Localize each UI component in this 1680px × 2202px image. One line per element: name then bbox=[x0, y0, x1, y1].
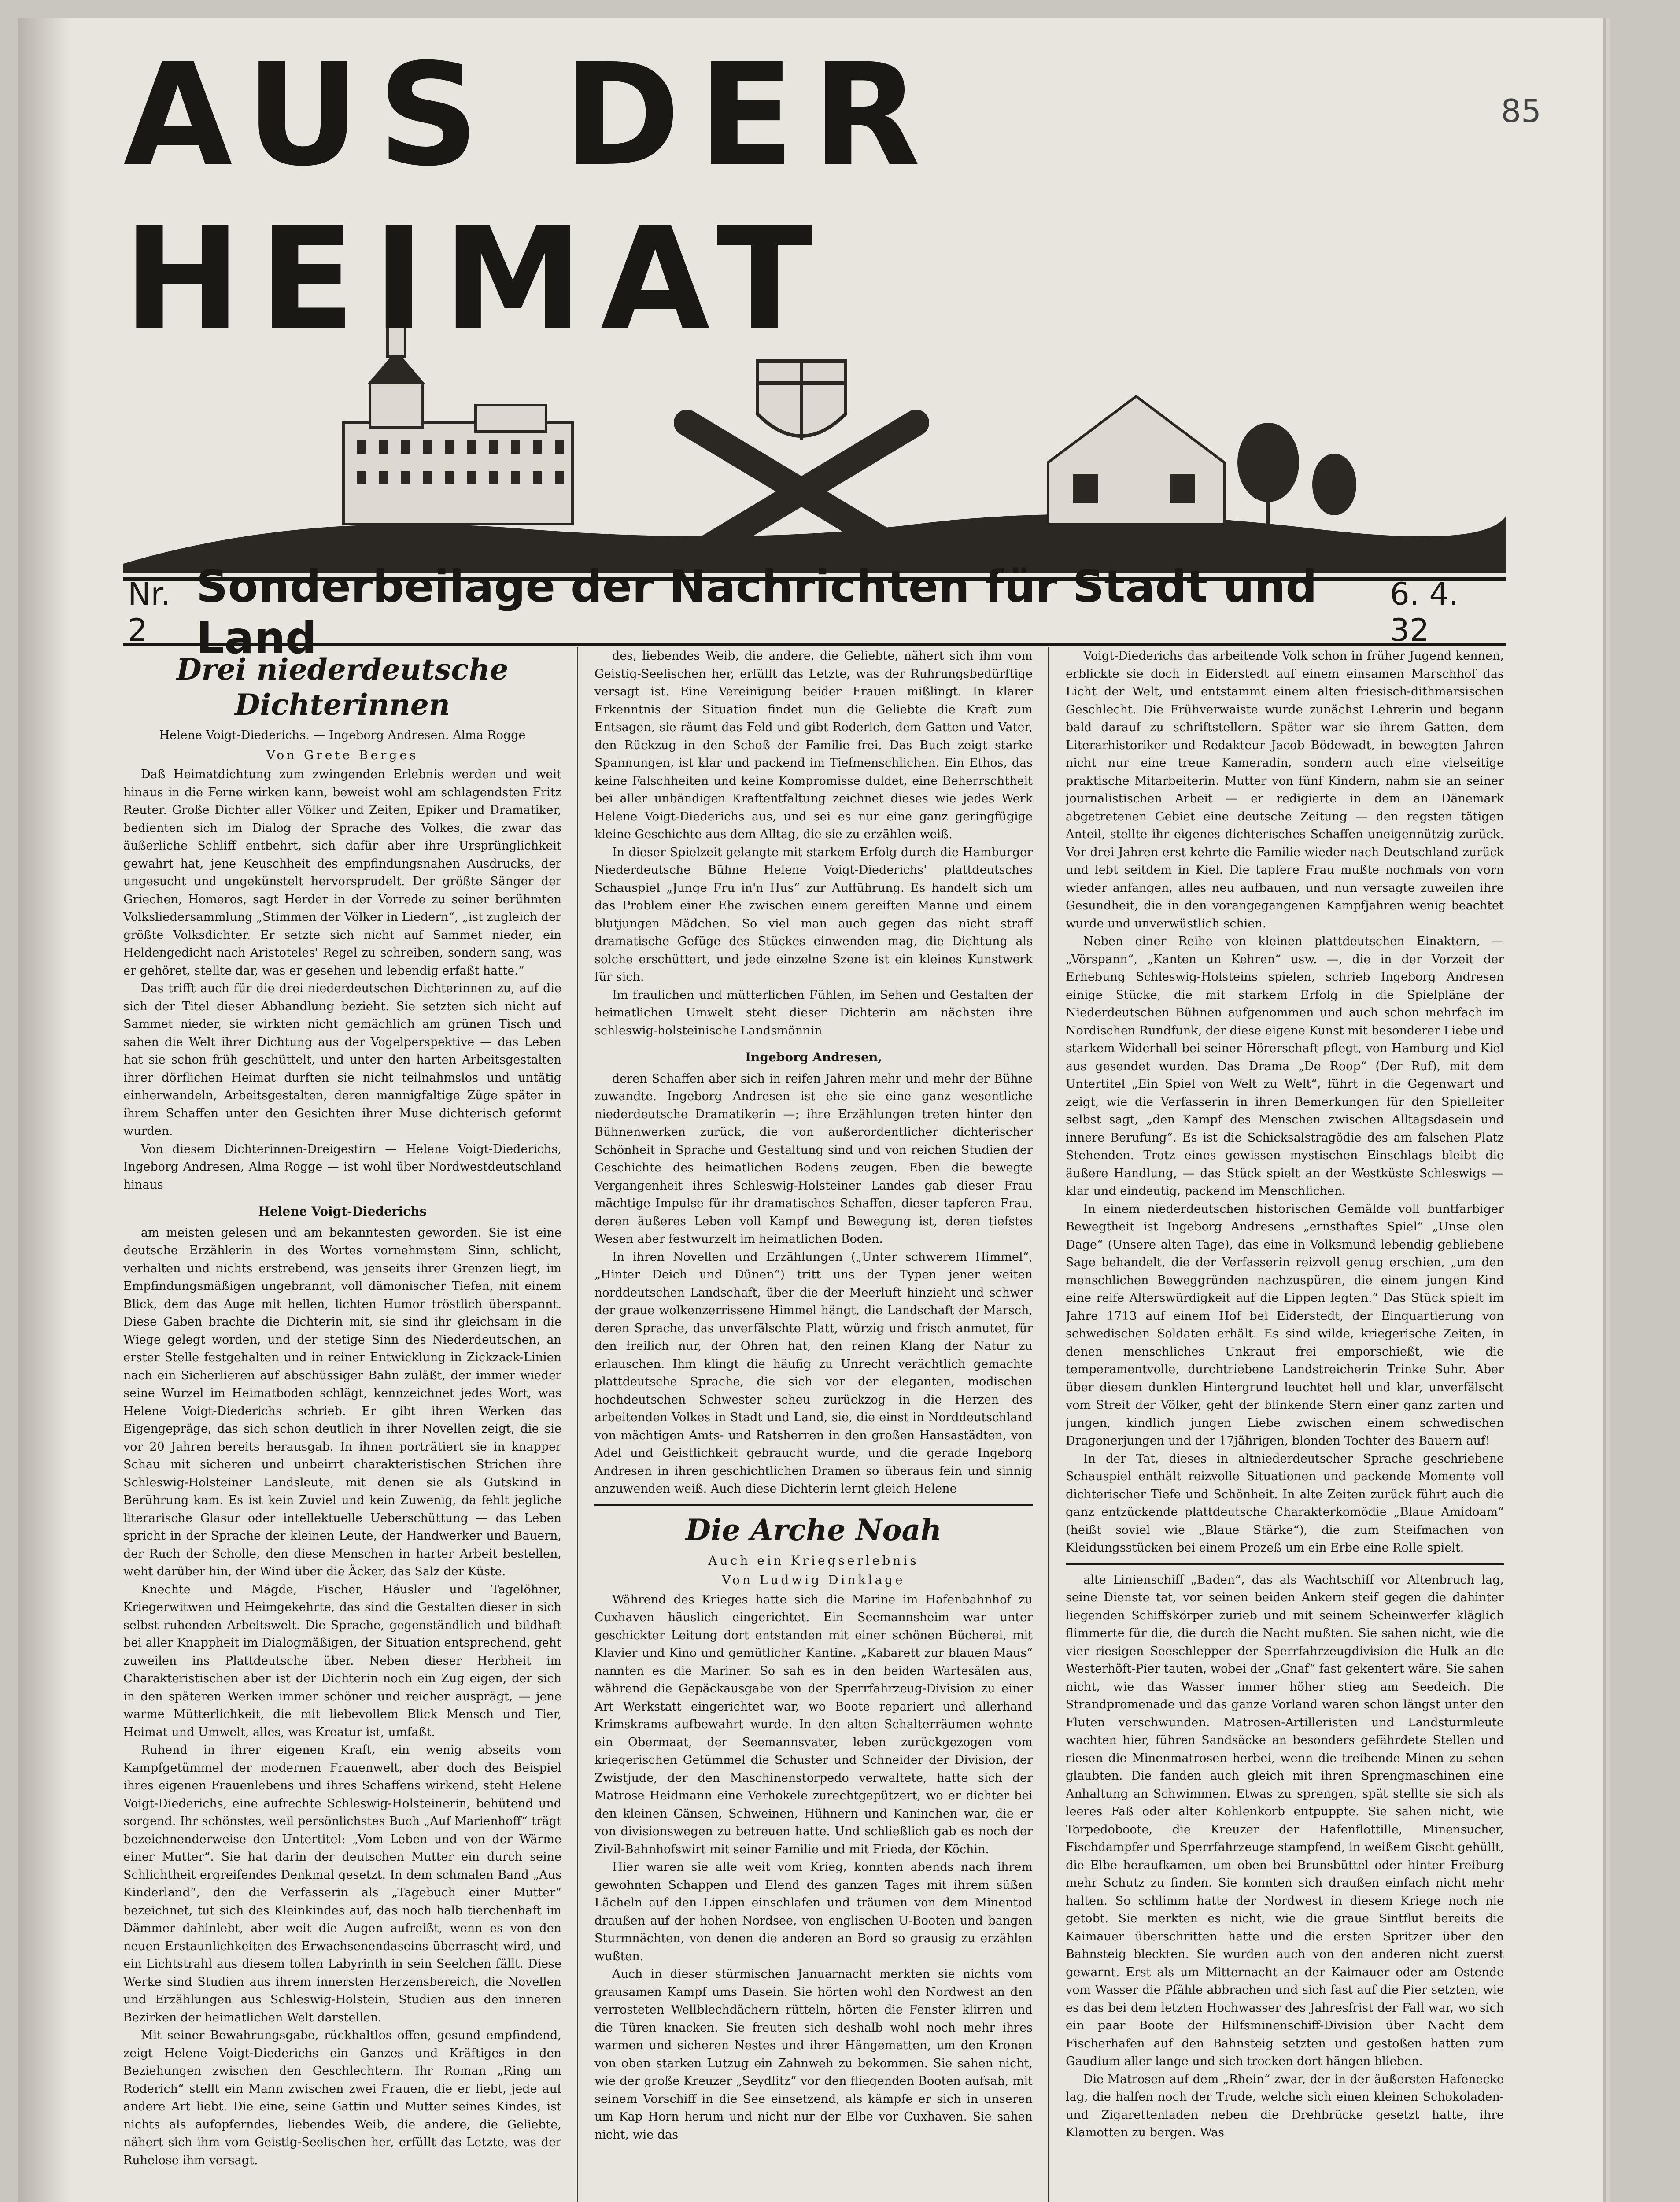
page-binding bbox=[18, 18, 70, 2202]
paragraph: Voigt-Diederichs das arbeitende Volk schon in früher Jugend kennen, erblickte sie doch in Eiderstedt auf einem einsamen Marschhof das Licht der Welt, und entstammt einem alten friesisch-dithmarsischen Geschlecht. Die Frühverwaiste wurde zunächst Lehrerin und begann bald darauf zu schriftstellern. Später war sie ihrem Gatten, dem Literarhistoriker und Redakteur Jacob Bödewadt, in bewegten Jahren nicht nur eine treue Kameradin, sondern auch eine vielseitige praktische Mitarbeiterin. Mutter von fünf Kindern, nahm sie an seiner journalistischen Arbeit — er redigierte in dem an Dänemark abgetretenen Gebiet eine deutsche Zeitung — den regsten tätigen Anteil, stellte ihr eigenes dichterisches Schaffen uneigennützig zurück. Vor drei Jahren erst kehrte die Familie wieder nach Deutschland zurück und lebt seitdem in Kiel. Die tapfere Frau mußte nochmals von vorn wieder anfangen, alles neu aufbauen, und nun versagte zuweilen ihre Gesundheit, die in den vorangegangenen Kampfjahren wenig beachtet wurde und unverwüstlich schien. bbox=[1066, 649, 1504, 931]
paragraph: Mit seiner Bewahrungsgabe, rückhaltlos offen, gesund empfindend, zeigt Helene Voigt-Diederichs ein Ganzes und Kräftiges in den Beziehungen zwischen den Geschlechtern. Ihr Roman „Ring um Roderich“ stellt ein Mann zwischen zwei Frauen, die er liebt, jede auf andere Art liebt. Die eine, seine Gattin und Mutter seines Kindes, ist nichts als aufopferndes, liebendes Weib, die andere, die Geliebte, nähert sich ihm vom Geistig-Seelischen her, erfüllt das Letzte, was der Ruhelose ihm versagt. bbox=[123, 2028, 561, 2167]
article-subtitle: Auch ein Kriegserlebnis bbox=[708, 1553, 919, 1568]
article-persons: Helene Voigt-Diederichs. — Ingeborg Andresen. Alma Rogge bbox=[159, 728, 526, 742]
paragraph: Von diesem Dichterinnen-Dreigestirn — Helene Voigt-Diederichs, Ingeborg Andresen, Alma Rogge — ist wohl über Nordwestdeutschland hinaus bbox=[123, 1142, 561, 1192]
paragraph: In der Tat, dieses in altniederdeutscher Sprache geschriebene Schauspiel enthält reizvolle Situationen und packende Momente voll dichterischer Tiefe und Schönheit. In alte Zeiten zurück führt auch die ganz entzückende plattdeutsche Charakterkomödie „Blaue Amidoam“ (heißt soviel wie „Blaue Stärke“), die zum Steifmachen von Kleidungsstücken bei einem Prozeß um ein Erbe eine Rolle spielt. bbox=[1066, 1452, 1504, 1555]
paragraph: Neben einer Reihe von kleinen plattdeutschen Einaktern, — „Vörspann“, „Kanten un Kehren“ usw. —, die in der Vorzeit der Erhebung Schleswig-Holsteins spielen, schrieb Ingeborg Andresen einige Stücke, die mit starkem Erfolg in die Spielpläne der Niederdeutschen Bühnen aufgenommen und auch schon mehrfach im Nordischen Rundfunk, der diese eigene Kunst mit besonderer Liebe und starkem Widerhall bei seiner Hörerschaft pflegt, von Hamburg und Kiel aus gesendet wurden. Das Drama „De Roop“ (Der Ruf), mit dem Untertitel „Ein Spiel von Welt zu Welt“, führt in die Gegenwart und zeigt, wie die Verfasserin in ihren Bemerkungen für den Spielleiter selbst sagt, „den Kampf des Menschen zwischen Alltagsdasein und innere Berufung“. Es ist die Schicksalstragödie des am falschen Platz Stehenden. Trotz eines gewissen mystischen Einschlags bleibt die äußere Handlung, — das Stück spielt an der Westküste Schleswigs — klar und eindeutig, packend im Menschlichen. bbox=[1066, 935, 1504, 1198]
paragraph: In dieser Spielzeit gelangte mit starkem Erfolg durch die Hamburger Niederdeutsche Bühne Helene Voigt-Diederichs' plattdeutsches Schauspiel „Junge Fru in'n Hus“ zur Aufführung. Es handelt sich um das Problem einer Ehe zwischen einem gereiften Manne und einem blutjungen Mädchen. So viel man auch gegen das nicht straff dramatische Gefüge des Stückes einwenden mag, die Dichtung als solche erschüttert, und jede einzelne Szene ist ein kleines Kunstwerk für sich. bbox=[594, 845, 1033, 984]
masthead bbox=[123, 33, 1506, 573]
column-1 bbox=[123, 647, 561, 2202]
article-title: Drei niederdeutsche Dichterinnen bbox=[176, 652, 509, 722]
column-rule bbox=[1048, 647, 1049, 2202]
paragraph: In ihren Novellen und Erzählungen („Unter schwerem Himmel“, „Hinter Deich und Dünen“) tritt uns der Typen jener weiten norddeutschen Landschaft, über die der Meerluft hinzieht und schwer der graue wolkenzerrissene Himmel hängt, die Landschaft der Marsch, deren Sprache, das unverfälschte Platt, würzig und frisch anmutet, für den freilich nur, der Ohren hat, den reinen Klang der Natur zu erlauschen. Ihm klingt die häufig zu Unrecht verächtlich gemachte plattdeutsche Sprache, die sich vor der eleganten, modischen hochdeutschen Schwester scheu zurückzog in die Herzen des arbeitenden Volkes in Stadt und Land, sie, die einst in Norddeutschland von mächtigen Amts- und Ratsherren in den großen Hansastädten, von Adel und Geistlichkeit gebraucht wurde, und die gerade Ingeborg Andresen in ihren geschichtlichen Dramen so überaus fein und sinnig anzuwenden weiß. Auch diese Dichterin lernt gleich Helene bbox=[594, 1250, 1033, 1496]
paragraph: alte Linienschiff „Baden“, das als Wachtschiff vor Altenbruch lag, seine Dienste tat, vor seinen beiden Ankern steif gegen die dahinter liegenden Schiffskörper zurieb und mit seinem Scheinwerfer kläglich flimmerte für die, die durch die Nacht mußten. Sie sahen nicht, wie die vier riesigen Seeschlepper der Sperrfahrzeugdivision die Hulk an die Westerhöft-Pier tauten, wobei der „Gnaf“ fast gekentert wäre. Sie sahen nicht, wie das Wasser immer höher stieg am Seedeich. Die Strandpromenade und das ganze Vorland waren schon längst unter den Fluten verschwunden. Matrosen-Artilleristen und Landsturmleute wachten hier, führen Sandsäcke an besonders gefährdete Stellen und riesen die Minenmatrosen herbei, wenn die treibende Minen zu sehen glaubten. Die fanden auch gleich mit ihren Sprengmaschinen eine Anhaltung an Schwimmen. Etwas zu sprengen, spät stellte sie sich als leeres Faß oder alter Kohlenkorb entpuppte. Sie sahen nicht, wie Torpedoboote, die Kreuzer der Hafenflottille, Minensucher, Fischdampfer und Sperrfahrzeuge stampfend, in weißem Gischt gehüllt, die Elbe heraufkamen, um oben bei Brunsbüttel oder hinter Freiburg mehr Schutz zu finden. Sie konnten sich draußen einfach nicht mehr halten. So schlimm hatte der Nordwest in diesem Kriege noch nie getobt. Sie merkten es nicht, wie die graue Sintflut bereits die Kaimauer überschritten hatte und die ersten Spritzer über den Bahnsteig bleckten. Sie wurden auch von den anderen nicht zuerst gewarnt. Erst als um Mitternacht an der Kaimauer oder am Ostende vom Wasser die Pfähle abbrachen und sich fast auf die Pier setzten, wie es das bei dem letzten Hochwasser des Jahresfrist der Fall war, wo sich ein paar Boote der Hilfsminenschiff-Division über Nacht dem Fischerhafen auf den Bahnsteig setzten und gestoßen hatten zum Gaudium aller lange und sich trocken dort hängen blieben. bbox=[1066, 1573, 1504, 2068]
article-divider bbox=[1066, 1563, 1504, 1565]
article-author: Von Ludwig Dinklage bbox=[722, 1573, 905, 1587]
paragraph: Hier waren sie alle weit vom Krieg, konnten abends nach ihrem gewohnten Schappen und Elend des ganzen Tages mit ihrem süßen Lächeln auf den Lippen einschlafen und träumen von dem Minentod draußen auf der hohen Nordsee, von englischen U-Booten und bangen Sturmnächten, von denen die anderen an Bord so grausig zu erzählen wußten. bbox=[594, 1860, 1033, 1963]
paragraph: Während des Krieges hatte sich die Marine im Hafenbahnhof zu Cuxhaven häuslich eingerichtet. Ein Seemannsheim war unter geschickter Leitung dort entstanden mit einer schönen Bücherei, mit Klavier und Kino und gemütlicher Kantine. „Kabarett zur blauen Maus“ nannten es die Mariner. So sah es in den beiden Wartesälen aus, während die Gepäckausgabe von der Sperrfahrzeug-Division zu einer Art Werkstatt eingerichtet war, wo Boote repariert und allerhand Krimskrams aufbewahrt wurde. In den alten Schalterräumen wohnte ein Obermaat, der Seemannsvater, leben zurückgezogen vom kriegerischen Getümmel die Schuster und Schneider der Division, der Zwistjude, der den Maschinenstorpedo verwaltete, hatte sich der Matrose Heidmann eine Verhokele zurechtgepützert, wo er dichter bei den kleinen Gänsen, Schweinen, Hühnern und Kaninchen war, die er von divisionswegen zu betreuen hatte. Und schließlich gab es noch der Zivil-Bahnhofswirt mit seiner Familie und mit Frieda, der Köchin. bbox=[594, 1592, 1033, 1856]
paragraph: Auch in dieser stürmischen Januarnacht merkten sie nichts vom grausamen Kampf ums Dasein. Sie hörten wohl den Nordwest an den verrosteten Wellblechdächern rütteln, hörten die Fenster klirren und die Türen knacken. Sie freuten sich deshalb wohl noch mehr ihres warmen und sicheren Nestes und ihrer Hängematten, um den Kronen von oben starken Lutzug ein Zahnweh zu bekommen. Sie sahen nicht, wie der große Kreuzer „Seydlitz“ vor den fliegenden Booten aufsah, mit seinem Vorschiff in die See einsetzend, als kämpfe er sich in unseren um Kap Horn herum und nicht nur der Elbe vor Cuxhaven. Sie sahen nicht, wie das bbox=[594, 1967, 1033, 2142]
paragraph: Daß Heimatdichtung zum zwingenden Erlebnis werden und weit hinaus in die Ferne wirken kann, beweist wohl am schlagendsten Fritz Reuter. Große Dichter aller Völker und Zeiten, Epiker und Dramatiker, bedienten sich im Dialog der Sprache des Volkes, die zwar das äußerliche Schliff entbehrt, sich dafür aber ihre Ursprünglichkeit gewahrt hat, jene Keuschheit des empfindungsnahen Ausdrucks, der ungesucht und ungekünstelt hervorsprudelt. Der größte Sänger der Griechen, Homeros, sagt Herder in der Vorrede zu seiner berühmten Volksliedersammlung „Stimmen der Völker in Liedern“, „ist zugleich der größte Volksdichter. Er setzte sich nicht auf Sammet nieder, ein Heldengedicht nach Aristoteles' Regel zu schreiben, sondern sang, was er gehöret, stellte dar, was er gesehen und lebendig erfaßt hatte.“ bbox=[123, 768, 561, 978]
paragraph: In einem niederdeutschen historischen Gemälde voll buntfarbiger Bewegtheit ist Ingeborg Andresens „ernsthaftes Spiel“ „Unse olen Dage“ (Unsere alten Tage), das eine in Volksmund lebendig gebliebene Sage behandelt, die der Verfasserin reizvoll genug erschien, „um den menschlichen Beweggründen nachzuspüren, die einem jungen Kind eine reife Alterswürdigkeit auf die Lippen legten.“ Das Stück spielt im Jahre 1713 auf einem Hof bei Eiderstedt, der Einquartierung von schwedischen Soldaten erhält. Es sind wilde, kriegerische Zeiten, in denen menschliches Unkraut frei emporschießt, wie die temperamentvolle, durchtriebene Landstreicherin Trinke Suhr. Aber über diesem dunklen Hintergrund leuchtet hell und klar, unverfälscht vom Streit der Völker, geht der blinkende Stern einer ganz zarten und jungen, kindlich jungen Liebe zwischen einem schwedischen Dragonerjungen und der 17jährigen, blonden Tochter des Bauern auf! bbox=[1066, 1202, 1504, 1448]
paragraph: am meisten gelesen und am bekanntesten geworden. Sie ist eine deutsche Erzählerin in des Wortes vornehmstem Sinn, schlicht, verhalten und nichts erstrebend, was jenseits ihrer Grenzen liegt, im Empfindungsmäßigen ungebrannt, voll dämonischer Tiefen, mit einem Blick, dem das Auge mit hellen, lichten Humor tröstlich überspannt. Diese Gaben brachte die Dichterin mit, sie sind ihr gleichsam in die Wiege gelegt worden, und der stetige Sinn des Niederdeutschen, an erster Stelle festgehalten und in reiner Entwicklung in Zickzack-Linien nach ein Sicherlieren auf abschüssiger Bahn zuläßt, der immer wieder seine Wurzel im Heimatboden schlägt, kennzeichnet jedes Wort, was Helene Voigt-Diederichs schrieb. Er gibt ihren Werken das Eigengepräge, das sich schon deutlich in ihrer Novellen zeigt, die sie vor 20 Jahren bereits herausgab. In ihnen porträtiert sie in knapper Schau mit sicheren und unbeirrt charakteristischen Strichen ihre Schleswig-Holsteiner Landsleute, mit denen sie als Gutskind in Berührung kam. Es ist kein Zuviel und kein Zuwenig, da fehlt jegliche literarische Glasur oder intellektuelle Ueberschüttung — das Leben spricht in der Sprache der kleinen Leute, der Handwerker und Bauern, der Ruch der Scholle, den diese Menschen in harter Arbeit bestellen, weht darüber hin, der Wind über die Äcker, das Salz der Küste. bbox=[123, 1226, 561, 1578]
article-author: Von Grete Berges bbox=[266, 747, 419, 762]
paragraph: Die Matrosen auf dem „Rhein“ zwar, der in der äußersten Hafenecke lag, die halfen noch der Trude, welche sich einen kleinen Schokoladen- und Zigarettenladen neben die Drehbrücke gesetzt hatte, ihre Klamotten zu bergen. Was bbox=[1066, 2072, 1504, 2139]
paragraph: Knechte und Mägde, Fischer, Häusler und Tagelöhner, Kriegerwitwen und Heimgekehrte, das sind die Gestalten dieser in sich selbst ruhenden Arbeitswelt. Die Sprache, gegenständlich und bildhaft bei aller Knappheit im Dialogmäßigen, der Situation entsprechend, geht zuweilen ins Plattdeutsche über. Neben dieser Herbheit im Charakteristischen aber ist der Dichterin noch ein Zug eigen, der sich in den späteren Werken immer schöner und reicher ausprägt, — jene warme Mütterlichkeit, die mit liebevollem Blick Mensch und Tier, Heimat und Umwelt, alles, was Kreatur ist, umfaßt. bbox=[123, 1582, 561, 1739]
column-3 bbox=[1066, 647, 1504, 2202]
newspaper-page bbox=[18, 18, 1603, 2202]
issue-number: Nr. 2 bbox=[128, 576, 170, 648]
paragraph: deren Schaffen aber sich in reifen Jahren mehr und mehr der Bühne zuwandte. Ingeborg Andresen ist ehe sie eine ganz wesentliche niederdeutsche Dramatikerin —; ihre Erzählungen treten hinter den Bühnenwerken zurück, die von außerordentlicher dichterischer Schönheit in Sprache und Gestaltung sind und von reichen Studien der Geschichte des heimatlichen Bodens zeugen. Eben die bewegte Vergangenheit ihres Schleswig-Holsteiner Landes gab dieser Frau mächtige Impulse für ihr dramatisches Schaffen, dieser tapferen Frau, deren äußeres Leben voll Kampf und Bewegung ist, deren tiefstes Wesen aber festwurzelt im heimatlichen Boden. bbox=[594, 1071, 1033, 1246]
article-divider bbox=[594, 1504, 1033, 1506]
masthead-title: AUS DER HEIMAT bbox=[123, 33, 938, 361]
section-heading: Helene Voigt-Diederichs bbox=[258, 1204, 427, 1219]
article-title: Die Arche Noah bbox=[685, 1512, 942, 1547]
issue-date: 6. 4. 32 bbox=[1390, 576, 1459, 648]
article-columns bbox=[123, 647, 1506, 2202]
paragraph: Das trifft auch für die drei niederdeutschen Dichterinnen zu, auf die sich der Titel dieser Abhandlung bezieht. Sie setzten sich nicht auf Sammet nieder, sie wirkten nicht gemächlich am grünen Tisch und sahen die Welt ihrer Dichtung aus der Vogelperspektive — das Leben hat sie schon früh geschüttelt, und unter den harten Arbeitsgestalten ihrer dörflichen Heimat durften sie nicht teilnahmslos und untätig einherwandeln, Arbeitsgestalten, deren mannigfaltige Züge später in ihrem Schaffen unter den Gesichten ihrer Muse dichterisch geformt wurden. bbox=[123, 982, 561, 1138]
page-number: 85 bbox=[1501, 92, 1541, 129]
section-heading: Ingeborg Andresen, bbox=[745, 1050, 882, 1064]
subhead-bar bbox=[123, 561, 1506, 664]
column-2 bbox=[594, 647, 1033, 2202]
supplement-title: Sonderbeilage der Nachrichten für Stadt und Land bbox=[196, 561, 1317, 664]
paragraph: Im fraulichen und mütterlichen Fühlen, im Sehen und Gestalten der heimatlichen Umwelt steht dieser Dichterin am nächsten ihre schleswig-holsteinische Landsmännin bbox=[594, 988, 1033, 1038]
paragraph: des, liebendes Weib, die andere, die Geliebte, nähert sich ihm vom Geistig-Seelischen her, erfüllt das Letzte, was der Ruhrungsbedürftige versagt ist. Eine Vereinigung beider Frauen mißlingt. In klarer Erkenntnis der Situation findet nun die Geliebte die Kraft zum Entsagen, sie räumt das Feld und gibt Roderich, dem Gatten und Vater, den Rückzug in den Schoß der Familie frei. Das Buch zeigt starke Spannungen, ist klar und packend im Tiefmenschlichen. Ein Ethos, das keine Falschheiten und keine Kompromisse duldet, eine Beherrschtheit bei aller unbändigen Kraftentfaltung zeichnet dieses wie jedes Werk Helene Voigt-Diederichs aus, und sei es nur eine ganz geringfügige kleine Geschichte aus dem Alltag, die sie zu erzählen weiß. bbox=[594, 649, 1033, 841]
paragraph: Ruhend in ihrer eigenen Kraft, ein wenig abseits vom Kampfgetümmel der modernen Frauenwelt, aber doch des Beispiel ihres eigenen Frauenlebens und ihres Schaffens wirkend, steht Helene Voigt-Diederichs, eine aufrechte Schleswig-Holsteinerin, behütend und sorgend. Ihr schönstes, weil persönlichstes Buch „Auf Marienhoff“ trägt bezeichnenderweise den Untertitel: „Vom Leben und von der Wärme einer Mutter“. Sie hat darin der deutschen Mutter ein durch seine Schlichtheit ergreifendes Denkmal gesetzt. In dem schmalen Band „Aus Kinderland“, den die Verfasserin als „Tagebuch einer Mutter“ bezeichnet, tut sich des Kleinkindes auf, das noch halb tierchenhaft im Dämmer dahinlebt, aber weit die Augen aufreißt, wenn es von den neuen Erstaunlichkeiten des Erwachsenendaseins überrascht wird, und ein Lichtstrahl aus diesem tollen Labyrinth in sein Seelchen fällt. Diese Werke sind Studien aus ihrem innersten Herzensbereich, die Novellen und Erzählungen aus Schleswig-Holstein, Studien aus den inneren Bezirken der heimatlichen Welt darstellen. bbox=[123, 1743, 561, 2025]
column-rule bbox=[577, 647, 578, 2202]
